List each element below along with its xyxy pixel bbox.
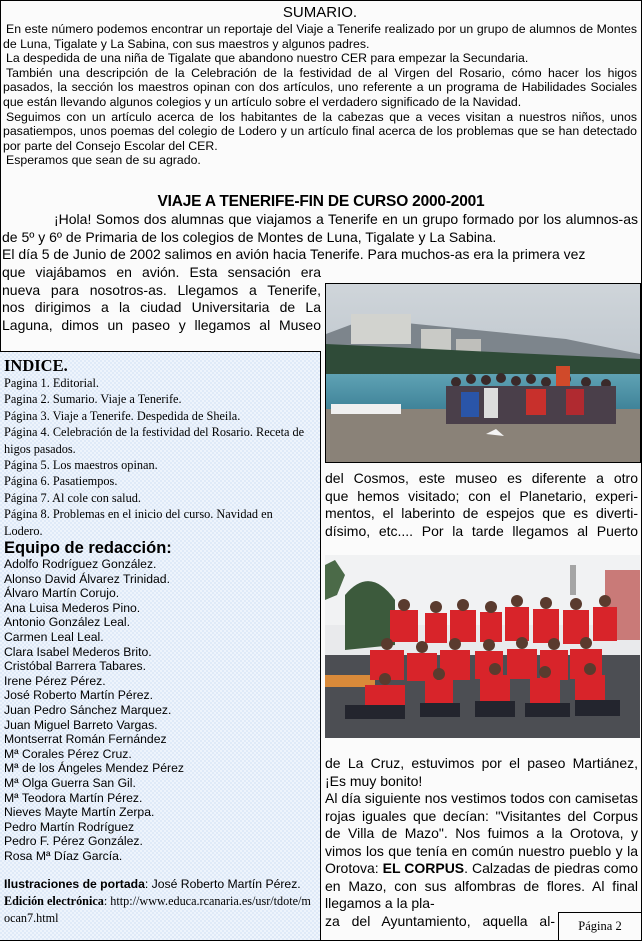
equipo-member: Mª Olga Guerra San Gil.	[4, 775, 136, 790]
article-line: Laguna, dimos un paseo y llegamos al Museo	[2, 316, 321, 333]
page-number: Página 2	[558, 912, 641, 940]
article-right-column-2	[325, 755, 638, 930]
indice-item: Página 5. Los maestros opinan.	[4, 458, 158, 473]
photo-group-red-shirts	[325, 555, 640, 738]
indice-item: Página 8. Problemas en el inicio del curso. Navidad en Lodero.	[4, 507, 273, 538]
equipo-member: Alonso David Álvarez Trinidad.	[4, 571, 170, 586]
article-text: Al día siguiente nos vestimos todos con camisetas rojas iguales que decían: "Visitantes del Corpus de Villa de Mazo". Nos fuimos a la Orotova, y vimos los que tenía en común nuestro pueblo y la Orotova:	[325, 790, 638, 876]
equipo-member: Pedro F. Pérez González.	[4, 834, 143, 849]
equipo-member: Irene Pérez Pérez.	[4, 673, 106, 688]
indice-item: Página 4. Celebración de la festividad del Rosario. Receta de higos pasados.	[4, 425, 305, 456]
article-paragraph: El día 5 de Junio de 2002 salimos en avión hacia Tenerife. Para muchos-as era la primera vez	[2, 246, 586, 262]
equipo-member: Nieves Mayte Martín Zerpa.	[4, 805, 155, 820]
sumario-paragraph: Esperamos que sean de su agrado.	[6, 153, 201, 168]
credit-value: : José Roberto Martín Pérez.	[144, 876, 301, 891]
article-line: que viajábamos en avión. Esta sensación era	[2, 264, 321, 280]
indice-item: Página 3. Viaje a Tenerife. Despedida de Sheila.	[4, 408, 241, 423]
article-line: del Cosmos, este museo es diferente a otro	[325, 470, 638, 486]
equipo-member: Mª de los Ángeles Mendez Pérez	[4, 761, 184, 776]
credit-ilustraciones	[4, 876, 314, 893]
equipo-title: Equipo de redacción:	[4, 539, 172, 558]
indice-list	[4, 375, 314, 539]
article-line: nos dirigimos a la ciudad Universitaria de La	[2, 299, 321, 315]
equipo-member: Antonio González Leal.	[4, 615, 131, 630]
equipo-list	[4, 557, 314, 863]
article-line: za del Ayuntamiento, aquella al-	[325, 912, 555, 929]
photo-red-shirts-image	[325, 555, 640, 738]
article-line: de La Cruz, estuvimos por el paseo Martiánez,	[325, 755, 638, 771]
sumario-section	[3, 4, 637, 168]
credit-label: Edición electrónica	[4, 893, 104, 908]
article-paragraph	[325, 790, 638, 913]
photo-promenade-image	[326, 284, 640, 462]
article-line: mentos, el laberinto de espejos que es diverti-	[325, 505, 638, 521]
equipo-member: Juan Pedro Sánchez Marquez.	[4, 703, 172, 717]
indice-item: Pagina 2. Sumario. Viaje a Tenerife.	[4, 392, 182, 407]
sumario-paragraph: También una descripción de la Celebración de la festividad de al Virgen del Rosario, cómo hacer los higos pasados, la sección los maestros opinan con dos artículos, uno referente a un programa de Habilidades Sociales que están llevando algunos colegios y un artículo sobre el verdadero significado de la Navidad.	[3, 65, 637, 109]
equipo-member: Clara Isabel Mederos Brito.	[4, 644, 152, 659]
indice-item: Pagina 1. Editorial.	[4, 376, 99, 390]
sumario-paragraph: En este número podemos encontrar un reportaje del Viaje a Tenerife realizado por un grupo de alumnos de Montes de Luna, Tigalate y La Sabina, con sus maestros y algunos padres.	[3, 22, 637, 51]
equipo-member: Mª Corales Pérez Cruz.	[4, 746, 132, 761]
indice-box	[0, 351, 321, 941]
equipo-member: Adolfo Rodríguez González.	[4, 557, 157, 572]
equipo-member: Ana Luisa Mederos Pino.	[4, 600, 141, 615]
article-line: que hemos visitado; con el Planetario, experi-	[325, 487, 638, 504]
equipo-member: Rosa Mª Díaz García.	[4, 848, 123, 863]
article-line: nueva para nosotros-as. Llegamos a Tenerife,	[2, 281, 321, 298]
sumario-title: SUMARIO.	[282, 4, 358, 21]
equipo-member: Pedro Martín Rodríguez	[4, 819, 135, 834]
photo-group-promenade	[325, 283, 641, 463]
equipo-member: Cristóbal Barrera Tabares.	[4, 659, 147, 674]
article-intro	[2, 211, 638, 264]
equipo-member: Mª Teodora Martín Pérez.	[4, 790, 143, 805]
article-line: dísimo, etc.... Por la tarde llegamos al Puerto	[325, 522, 638, 539]
indice-item: Página 6. Pasatiempos.	[4, 474, 118, 489]
article-right-column-1	[325, 470, 638, 540]
equipo-member: Álvaro Martín Corujo.	[4, 586, 120, 601]
credits	[4, 876, 314, 927]
credit-label: Ilustraciones de portada	[4, 876, 145, 891]
sumario-paragraph: La despedida de una niña de Tigalate que abandono nuestro CER para empezar la Secundaria.	[6, 51, 529, 66]
indice-item: Página 7. Al cole con salud.	[4, 490, 141, 505]
article-left-column	[2, 264, 321, 334]
credit-edicion	[4, 893, 314, 927]
equipo-member: Juan Miguel Barreto Vargas.	[4, 717, 158, 732]
article-text: . Calzadas de piedras como en Mazo, con sus alfombras de flores. Al final llegamos a la pla-	[325, 860, 638, 911]
indice-title: INDICE.	[4, 356, 68, 375]
equipo-member: Carmen Leal Leal.	[4, 630, 104, 645]
article-title: VIAJE A TENERIFE-FIN DE CURSO 2000-2001	[157, 193, 485, 210]
equipo-member: José Roberto Martín Pérez.	[4, 688, 154, 703]
equipo-member: Montserrat Román Fernández	[4, 732, 167, 747]
credit-url: : http://www.educa.rcanaria.es/usr/tdote/mocan7.html	[4, 893, 311, 925]
article-line: ¡Es muy bonito!	[325, 772, 423, 789]
article-paragraph: ¡Hola! Somos dos alumnas que viajamos a Tenerife en un grupo formado por los alumnos-as de 5º y 6º de Primaria de los colegios de Montes de Luna, Tigalate y La Sabina.	[2, 211, 638, 245]
article-bold-text: EL CORPUS	[382, 860, 465, 876]
sumario-paragraph: Seguimos con un artículo acerca de los habitantes de la cabezas que a veces visitan a nuestros niños, unos pasatiempos, unos poemas del colegio de Lodero y un artículo final acerca de los problemas que se han detectado por parte del Consejo Escolar del CER.	[3, 109, 637, 153]
